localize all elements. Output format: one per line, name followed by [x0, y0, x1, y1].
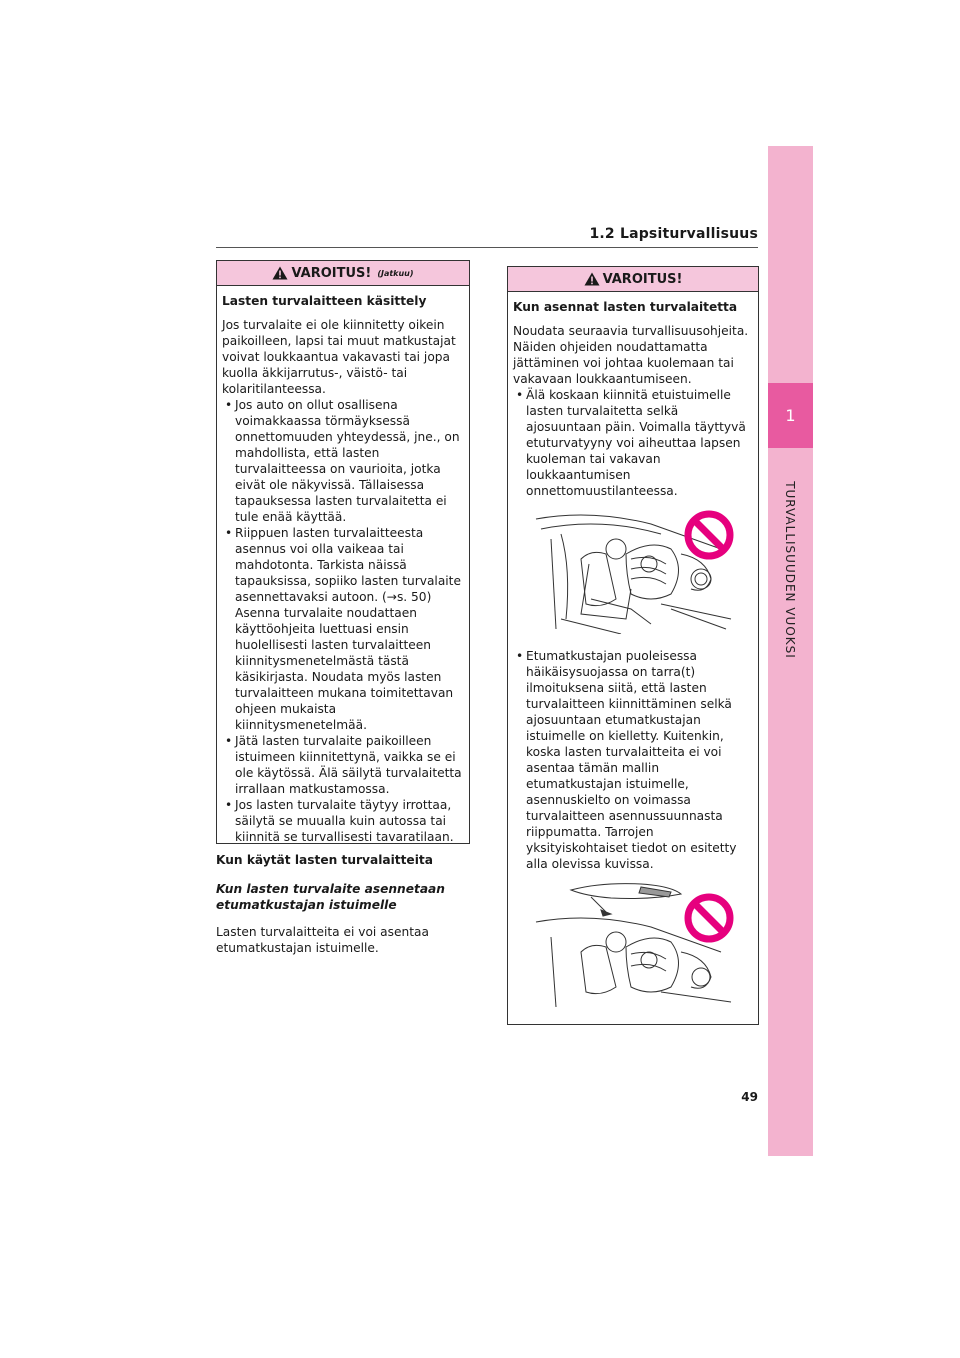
warning-box	[507, 266, 759, 1025]
warning-triangle-icon	[584, 272, 600, 286]
warning-box-continued	[216, 260, 470, 844]
section-title: 1.2 Lapsiturvallisuus	[589, 226, 758, 242]
warning-title: VAROITUS!	[291, 265, 372, 281]
warning-header	[217, 261, 469, 286]
list-item: • Jos auto on ollut osallisena voimakkaassa törmäyksessä onnettomuuden yhteydessä, jne., on mahdollista, että lasten turvalaitteessa on vaurioita, jotka eivät ole näkyvissä. Tällaisessa tapauksessa lasten turvalaitetta ei tule enää käyttää.	[222, 397, 463, 525]
prohibition-icon	[683, 892, 735, 944]
header-rule	[216, 247, 758, 248]
list-item: • Riippuen lasten turvalaitteesta asennus voi olla vaikeaa tai mahdotonta. Tarkista näissä tapauksissa, sopiiko lasten turvalaite asennettavaksi autoon. (→s. 50) Asenna turvalaite noudattaen käyttöohjeita luettuasi ensin huolellisesti lasten turvalaitteen kiinnitysmenetelmästä tästä käsikirjasta. Noudata myös lasten turvalaitteen mukana toimitettavan ohjeen mukaista kiinnitysmenetelmää.	[222, 525, 463, 733]
list-item: • Jätä lasten turvalaite paikoilleen istuimeen kiinnitettynä, vaikka se ei ole käytössä. Älä säilytä turvalaitetta irrallaan matkustamossa.	[222, 733, 463, 797]
warning-header	[508, 267, 758, 292]
main-subheading: Kun lasten turvalaite asennetaan etumatkustajan istuimelle	[216, 882, 445, 912]
list-item: • Etumatkustajan puoleisessa häikäisysuojassa on tarra(t) ilmoituksena siitä, että lasten turvalaitteen kiinnittäminen selkä ajosuuntaan etumatkustajan istuimelle on kielletty. Kuitenkin, koska lasten turvalaitteita ei voi asentaa tämän mallin etumatkustajan istuimelle, asennuskielto on voimassa turvalaitteen asennussuunnasta riippumatta. Tarrojen yksityiskohtaiset tiedot on esitetty alla olevissa kuvissa.	[513, 648, 752, 872]
prohibition-icon	[683, 509, 735, 561]
warning-intro: Jos turvalaite ei ole kiinnitetty oikein paikoilleen, lapsi tai muut matkustajat voivat loukkaantua vakavasti tai jopa kuolla äkkijarrutus-, väistö- tai kolaritilanteessa.	[222, 318, 456, 396]
warning-bullet-list	[513, 387, 752, 499]
continued-label: (Jatkuu)	[377, 268, 414, 278]
list-item: • Jos lasten turvalaite täytyy irrottaa, säilytä se muualla kuin autossa tai kiinnitä se turvallisesti tavaratilaan.	[222, 797, 463, 845]
list-item: • Älä koskaan kiinnitä etuistuimelle lasten turvalaitetta selkä ajosuuntaan päin. Voimalla täyttyvä etuturvatyyny voi aiheuttaa lapsen kuoleman tai vakavan loukkaantumisen onnettomuustilanteessa.	[513, 387, 752, 499]
chapter-number[interactable]: 1	[768, 383, 813, 448]
chapter-title: TURVALLISUUDEN VUOKSI	[783, 481, 797, 659]
warning-bullet-list	[222, 397, 463, 845]
rear-facing-seat-illustration	[531, 509, 752, 638]
warning-title: VAROITUS!	[602, 271, 683, 287]
page-number: 49	[741, 1090, 758, 1104]
warning-triangle-icon	[272, 266, 288, 280]
warning-intro: Noudata seuraavia turvallisuusohjeita. Näiden ohjeiden noudattamatta jättäminen voi johtaa kuolemaan tai vakavaan loukkaantumiseen.	[513, 324, 749, 386]
sun-visor-label-illustration	[531, 882, 752, 1011]
main-heading: Kun käytät lasten turvalaitteita	[216, 853, 433, 867]
warning-subtitle: Kun asennat lasten turvalaitetta	[513, 300, 738, 314]
warning-bullet-list	[513, 648, 752, 872]
main-body: Lasten turvalaitteita ei voi asentaa etumatkustajan istuimelle.	[216, 925, 429, 955]
warning-subtitle: Lasten turvalaitteen käsittely	[222, 294, 427, 308]
